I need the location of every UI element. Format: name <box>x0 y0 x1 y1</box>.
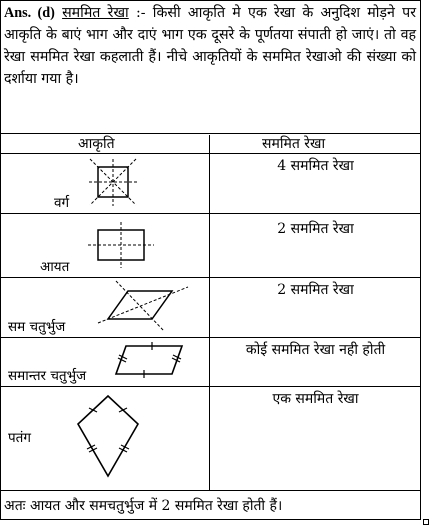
square-icon <box>86 158 142 208</box>
rhombus-icon <box>98 279 194 337</box>
symmetry-count-kite: एक सममित रेखा <box>272 391 359 407</box>
term-separator: :- <box>128 5 153 21</box>
row-divider <box>0 213 421 214</box>
shape-name-kite: पतंग <box>8 430 31 446</box>
symmetry-count-parallelogram: कोई सममित रेखा नही होती <box>245 342 386 358</box>
shape-name-square: वर्ग <box>54 195 70 211</box>
shape-name-rhombus: सम चतुर्भुज <box>8 319 66 335</box>
corner-marker <box>423 519 429 525</box>
rectangle-icon <box>86 220 156 270</box>
column-header-shape: आकृति <box>78 136 115 152</box>
kite-icon <box>72 390 148 482</box>
definition-text: किसी आकृति मे एक रेखा के अनुदिश मोड़ने पर आकृति के बाएं भाग और दाएं भाग एक दूसरे के पूर्णतया संपाती हो जाएं। तो वह रेखा सममित रेखा कहलाती हैं। नीचे आकृतियों के सममित रेखाओ की संख्या को दर्शाया गया है। <box>4 5 416 87</box>
row-divider <box>0 337 421 338</box>
shape-name-parallelogram: समान्तर चतुर्भुज <box>8 368 87 384</box>
row-divider <box>0 386 421 387</box>
answer-paragraph <box>4 2 416 90</box>
answer-label: Ans. (d) <box>4 5 55 21</box>
symmetry-count-rhombus: 2 सममित रेखा <box>277 282 354 298</box>
conclusion-text: अतः आयत और समचतुर्भुज में 2 सममित रेखा होती हैं। <box>4 498 283 514</box>
table-bottom-border <box>0 490 421 491</box>
shape-name-rectangle: आयत <box>40 259 70 275</box>
table-header-border <box>0 153 421 154</box>
symmetry-count-square: 4 सममित रेखा <box>277 158 354 174</box>
parallelogram-icon <box>110 340 190 380</box>
table-top-border <box>0 133 421 134</box>
symmetry-count-rectangle: 2 सममित रेखा <box>277 221 354 237</box>
column-divider <box>209 135 210 491</box>
row-divider <box>0 277 421 278</box>
column-header-symmetry: सममित रेखा <box>262 136 326 152</box>
term-symmetry-line: सममित रेखा <box>62 5 129 21</box>
